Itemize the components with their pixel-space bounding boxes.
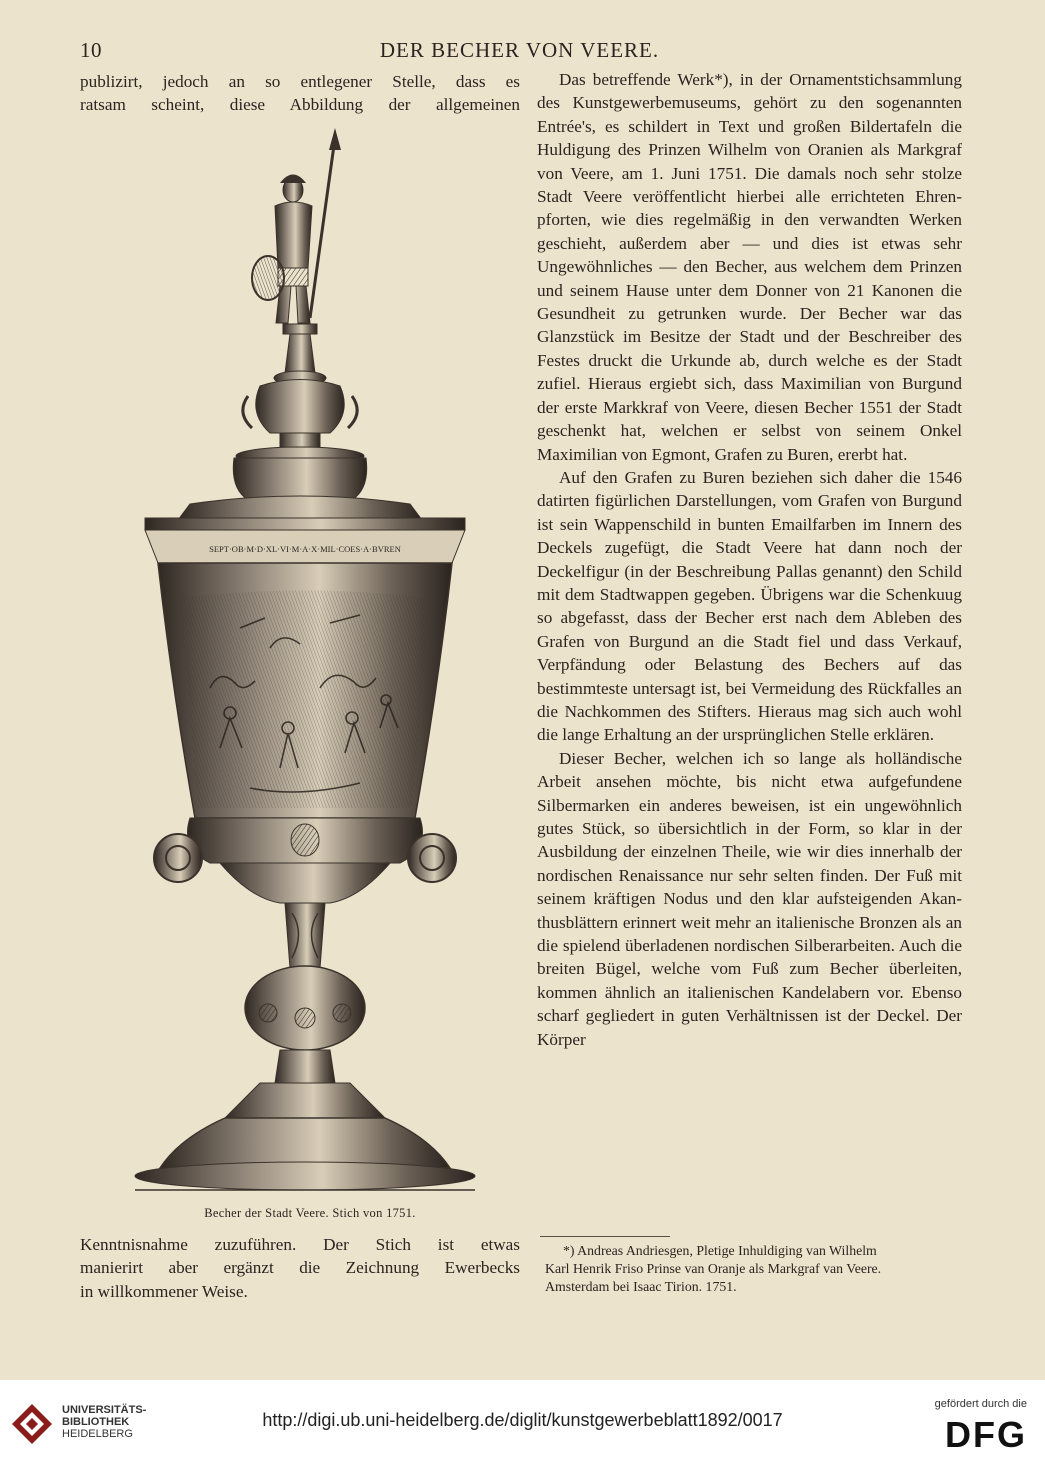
footnote-line: Amsterdam bei Isaac Tirion. 1751. xyxy=(545,1279,737,1294)
library-name-line: BIBLIOTHEK xyxy=(62,1416,130,1428)
left-column-top-text xyxy=(80,70,520,117)
text-line: in willkommener Weise. xyxy=(80,1281,248,1301)
footnote-line: Karl Henrik Friso Prinse van Oranje als Markgraf van Veere. xyxy=(545,1261,882,1276)
footnote-line: *) Andreas Andriesgen, Pletige Inhuldiging van Wilhelm xyxy=(563,1243,877,1258)
spear xyxy=(310,138,335,318)
shield xyxy=(252,256,284,300)
footnote xyxy=(545,1242,965,1296)
text-line: Kenntnisnahme zuzuführen. Der Stich ist etwas xyxy=(80,1235,520,1254)
permalink-url[interactable]: http://digi.ub.uni-heidelberg.de/diglit/kunstgewerbeblatt1892/0017 xyxy=(262,1410,783,1430)
dfg-logo[interactable]: DFG xyxy=(945,1414,1027,1455)
text-line: publizirt, jedoch an so entlegener Stelle, dass es xyxy=(80,72,520,91)
text-line: manierirt aber ergänzt die Zeichnung Ewerbecks xyxy=(80,1258,520,1278)
foot xyxy=(160,1118,450,1168)
running-title: DER BECHER VON VEERE. xyxy=(379,38,660,62)
page-number: 10 xyxy=(80,38,102,62)
text-line: ratsam scheint, diese Abbildung der allgemeinen xyxy=(80,95,520,115)
goblet-engraving xyxy=(130,128,480,1203)
left-column-bottom-text xyxy=(80,1233,520,1303)
paragraph: Das betreffende Werk*), in der Ornamentstichsammlung des Kunstgewerbemuseums, gehört zu den sogenannten Entrée's, es schildert in Text und großen Bildertafeln die Huldigung des Prinzen Wilhelm von Oranien als Markgraf von Veere, am 1. Juni 1751. Die damals noch sehr stolze Stadt Veere veröffentlicht hierbei alle errichteten Ehrenpforten, wie dies regelmäßig in den verwandten Werken geschieht, außerdem aber — und dies ist etwas sehr Ungewöhnliches — den Becher, aus welchem dem Prinzen und seinem Hause unter dem Donner von 21 Kanonen die Gesundheit zu getrunken wurde. Der Becher war das Glanzstück im Besitze der Stadt und der Beschreiber des Festes druckt die Urkunde ab, durch welche es der Stadt zufiel. Hieraus ergiebt sich, dass Maximilian von Burgund der erste Markkraf von Veere, diesen Becher 1551 der Stadt geschenkt hat, welchen er selbst von seinem Onkel Maximilian von Egmont, Grafen zu Buren, ererbt hat. xyxy=(537,70,962,464)
right-column-text xyxy=(537,68,962,1051)
viewer-footer xyxy=(0,1380,1045,1467)
library-name-line: HEIDELBERG xyxy=(62,1428,133,1440)
cup-inscription: SEPT·OB·M·D·XL·VI·M·A·X·MIL·COES·A·BVREN xyxy=(209,544,401,554)
paragraph: Auf den Grafen zu Buren beziehen sich daher die 1546 datirten figürlichen Darstellungen, vom Grafen von Burgund ist sein Wappenschild in bunten Emailfarben im Innern des Deckels zugefügt, die Stadt Veere hat dann noch der Deckelfigur (in der Beschreibung Pallas genannt) den Schild mit dem Stadtwappen gegeben. Übrigens war die Schenkuug so abgefasst, dass der Becher erst nach dem Ableben des Grafen von Burgund an die Stadt fiel und dass Verkauf, Verpfändung oder Belastung des Bechers auf das bestimmteste untersagt ist, bei Vermeidung des Rückfalles an die Nachkommen des Stifters. Hieraus mag sich auch wohl die lange Erhaltung an der ursprünglichen Stelle erklären. xyxy=(537,467,962,745)
paragraph: Dieser Becher, welchen ich so lange als holländische Arbeit ansehen möchte, bis nicht etwa aufgefundene Silbermarken ein anderes beweisen, ist ein ungewöhnlich gutes Stück, so übersichtlich in der Form, so klar in der Ausbildung der einzelnen Theile, wie wir dies innerhalb der nordischen Renaissance nur sehr selten finden. Der Fuß mit seinem kräftigen Nodus und den klar aufsteigenden Akanthusblättern erinnert weit mehr an italienische Bronzen als an die spielend überladenen nordischen Silberarbeiten. Auch die breiten Bügel, welche vom Fuß zum Becher überleiten, kommen ähnlich an italienischen Kandelabern vor. Ebenso scharf gegliedert in guten Verhältnissen ist der Deckel. Der Körper xyxy=(537,748,962,1049)
library-name-line: UNIVERSITÄTS- xyxy=(62,1404,147,1416)
pallas-figure xyxy=(252,175,312,324)
figure-caption: Becher der Stadt Veere. Stich von 1751. xyxy=(204,1206,416,1220)
page-header xyxy=(72,38,967,66)
funding-caption: gefördert durch die xyxy=(934,1398,1027,1410)
footnote-rule xyxy=(540,1236,670,1237)
